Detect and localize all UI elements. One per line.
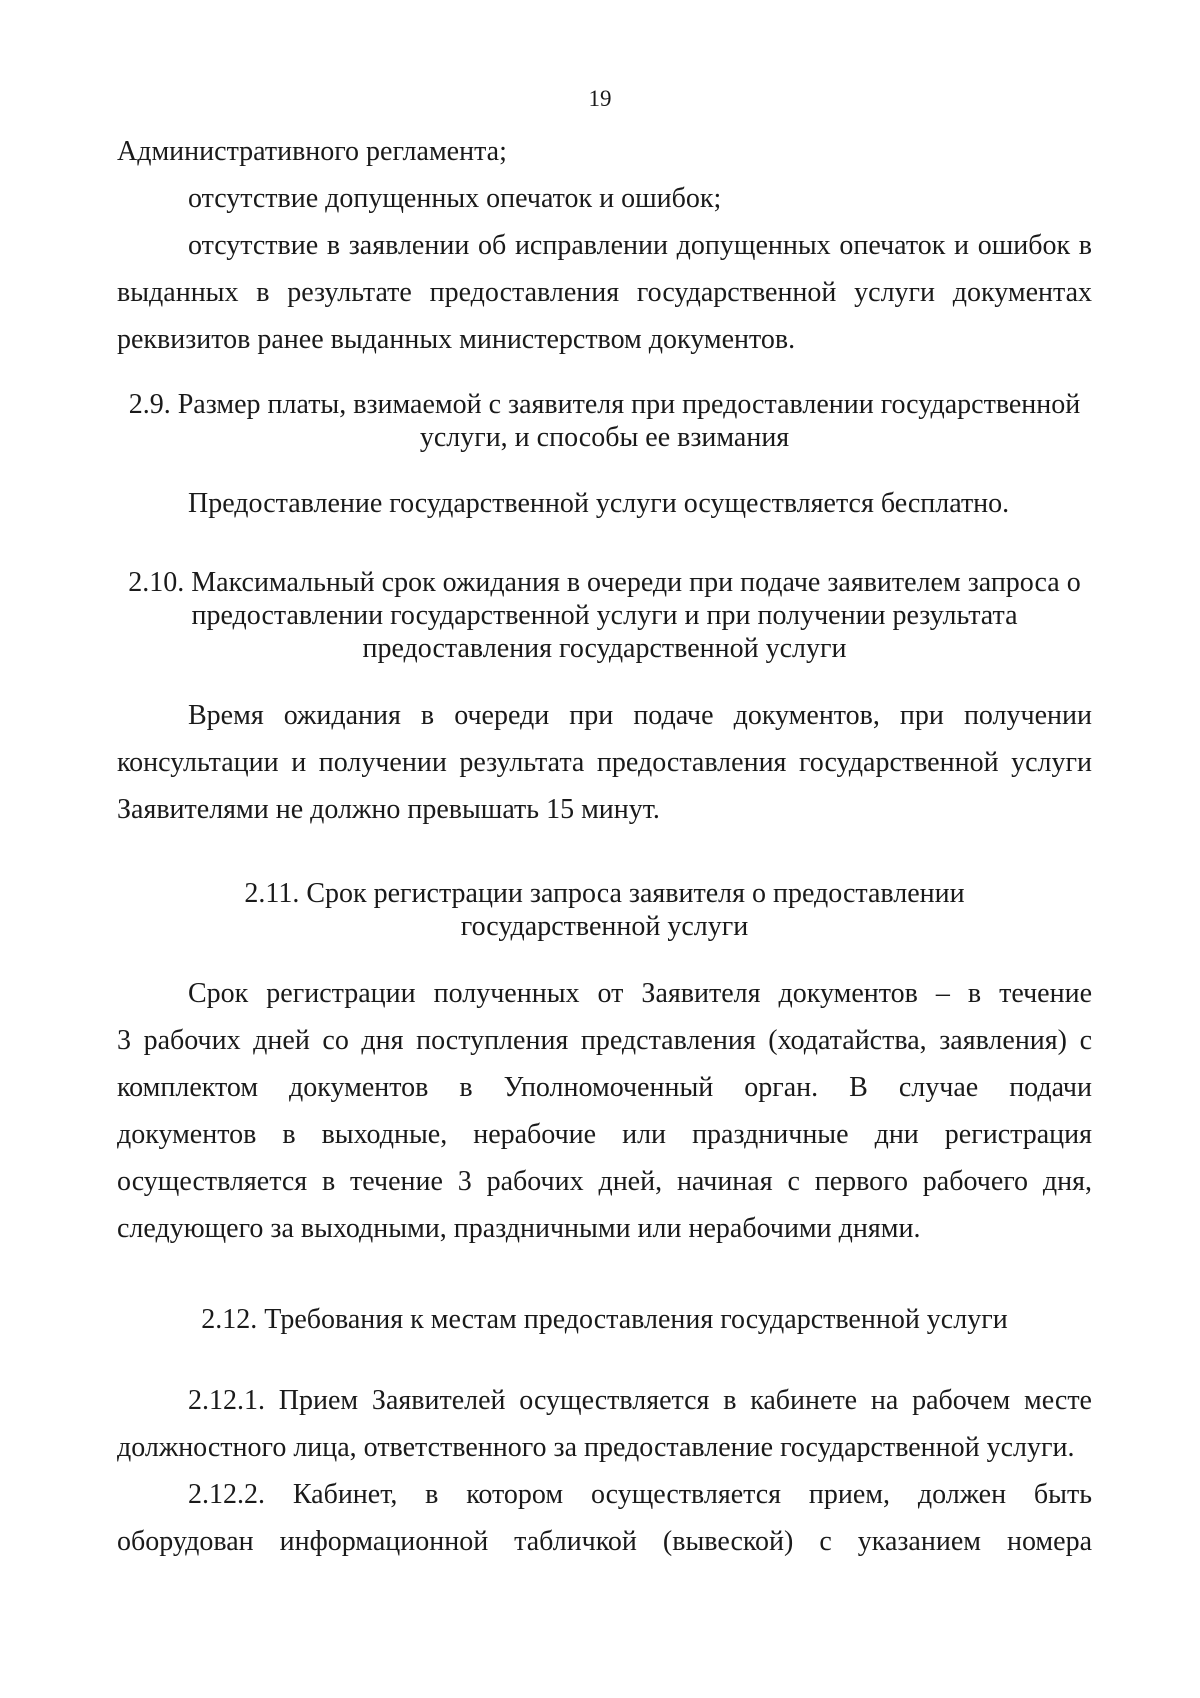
text-line: 3 рабочих дней со дня поступления представления (ходатайства, заявления) с [117,1025,1092,1056]
text-line: отсутствие в заявлении об исправлении допущенных опечаток и ошибок в [188,230,1092,261]
paragraph-2-9 [117,480,1092,527]
heading-line: 2.11. Срок регистрации запроса заявителя о предоставлении [244,878,965,909]
paragraph-2-12-1 [117,1377,1092,1565]
paragraph-2-10 [117,692,1092,833]
paragraph-2-11 [117,970,1092,1252]
text-line: должностного лица, ответственного за предоставление государственной услуги. [117,1432,1075,1463]
text-line: выданных в результате предоставления государственной услуги документах [117,277,1092,308]
heading-line: 2.10. Максимальный срок ожидания в очереди при подаче заявителем запроса о [128,567,1081,598]
text-line: комплектом документов в Уполномоченный орган. В случае подачи [117,1072,1092,1103]
text-line: отсутствие допущенных опечаток и ошибок; [188,183,722,214]
heading-line: государственной услуги [460,911,749,942]
text-line: осуществляется в течение 3 рабочих дней, начиная с первого рабочего дня, [117,1166,1092,1197]
text-line: следующего за выходными, праздничными или нерабочими днями. [117,1213,921,1244]
section-heading-2-10 [117,566,1092,665]
text-line: документов в выходные, нерабочие или праздничные дни регистрация [117,1119,1092,1150]
text-line: Время ожидания в очереди при подаче документов, при получении [188,700,1092,731]
heading-line: 2.9. Размер платы, взимаемой с заявителя при предоставлении государственной [128,389,1081,420]
heading-line: 2.12. Требования к местам предоставления государственной услуги [201,1304,1008,1335]
paragraph-block-1 [117,128,1092,363]
text-line: Административного регламента; [117,136,507,167]
page-number: 19 [588,86,612,111]
text-line: Срок регистрации полученных от Заявителя документов – в течение [188,978,1092,1009]
heading-line: услуги, и способы ее взимания [419,422,790,453]
text-line: Предоставление государственной услуги осуществляется бесплатно. [188,488,1010,519]
section-heading-2-11 [117,877,1092,943]
text-line: Заявителями не должно превышать 15 минут. [117,794,660,825]
heading-line: предоставлении государственной услуги и при получении результата [191,600,1018,631]
text-line: 2.12.2. Кабинет, в котором осуществляется прием, должен быть [188,1479,1092,1510]
text-line: консультации и получении результата предоставления государственной услуги [117,747,1092,778]
text-line: реквизитов ранее выданных министерством документов. [117,324,796,355]
text-line: оборудован информационной табличкой (вывеской) с указанием номера [117,1526,1092,1557]
heading-line: предоставления государственной услуги [362,633,847,664]
section-heading-2-9 [117,388,1092,454]
section-heading-2-12 [117,1296,1092,1343]
text-line: 2.12.1. Прием Заявителей осуществляется в кабинете на рабочем месте [188,1385,1092,1416]
